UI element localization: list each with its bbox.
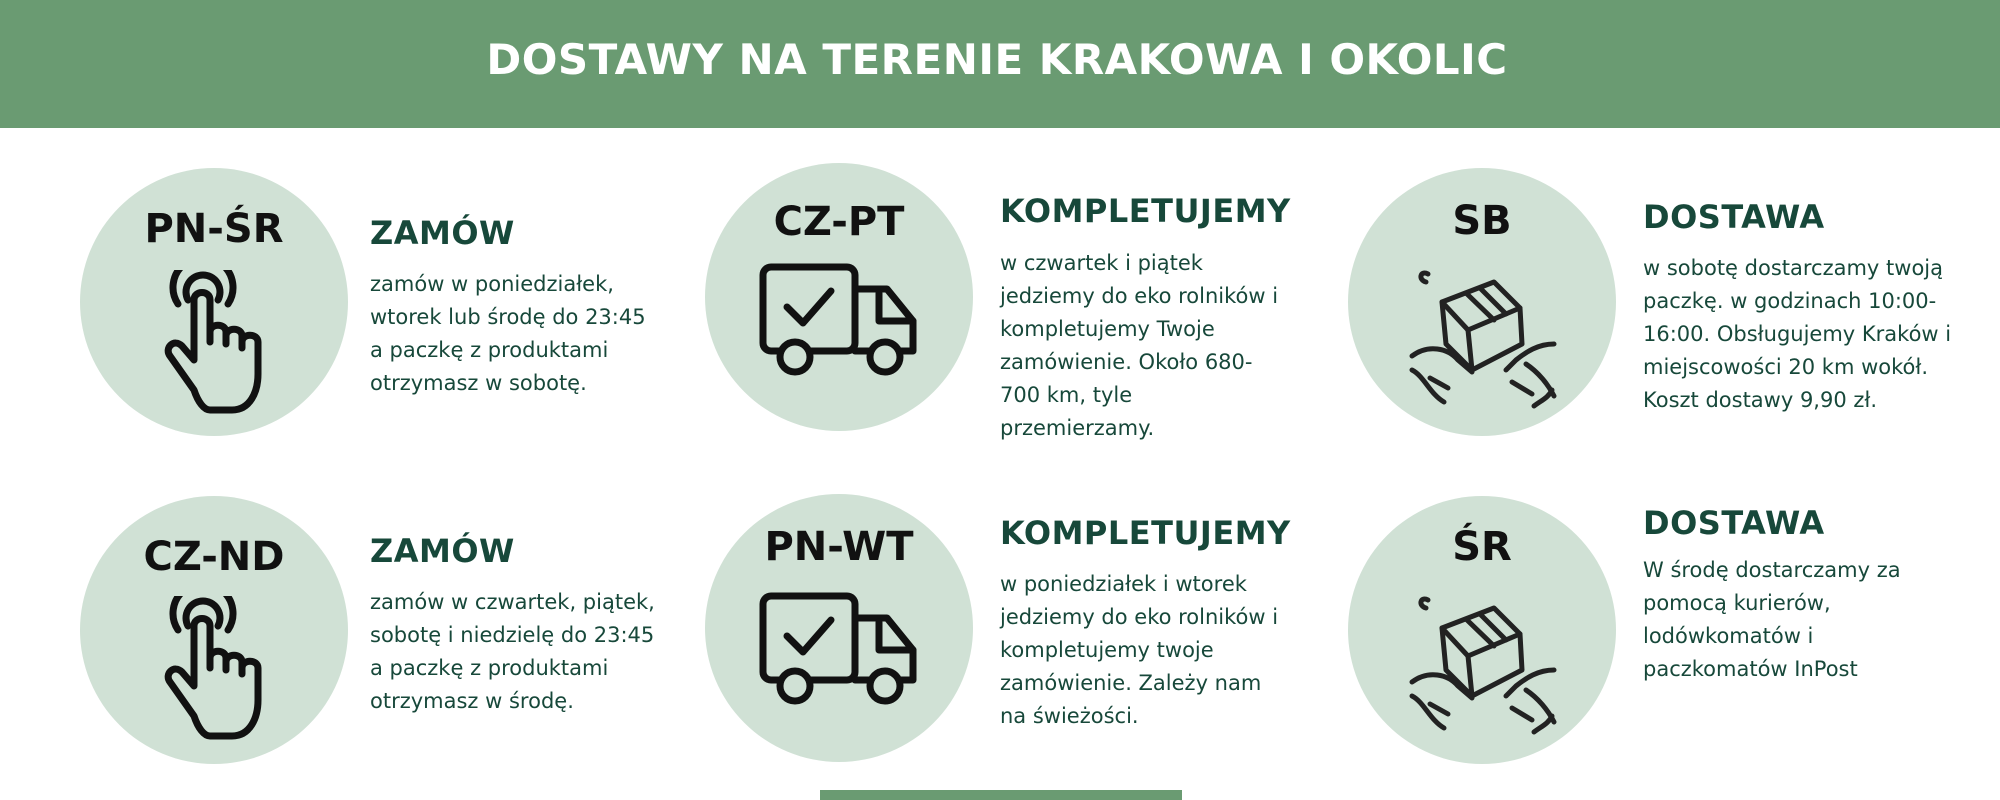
- step-heading: ZAMÓW: [370, 532, 515, 570]
- step-heading: KOMPLETUJEMY: [1000, 514, 1291, 552]
- header-banner: [0, 0, 2000, 128]
- day-label: CZ-ND: [143, 534, 285, 580]
- day-label: PN-ŚR: [144, 206, 284, 252]
- package-hands-icon: [1408, 260, 1558, 410]
- bottom-accent-bar: [820, 790, 1182, 800]
- step-description: w poniedziałek i wtorek jedziemy do eko rolników i kompletujemy twoje zamówienie. Zależy nam na świeżości.: [1000, 572, 1279, 728]
- day-circle-pn-wt: [705, 494, 973, 762]
- day-circle-cz-pt: [705, 163, 973, 431]
- step-heading: KOMPLETUJEMY: [1000, 192, 1291, 230]
- package-hands-icon: [1408, 586, 1558, 736]
- delivery-truck-icon: [759, 592, 919, 707]
- step-description: W środę dostarczamy za pomocą kurierów, lodówkomatów i paczkomatów InPost: [1643, 558, 1901, 681]
- day-circle-sr: [1348, 496, 1616, 764]
- step-description: zamów w poniedziałek, wtorek lub środę do 23:45 a paczkę z produktami otrzymasz w sobotę.: [370, 272, 646, 395]
- step-description: zamów w czwartek, piątek, sobotę i niedzielę do 23:45 a paczkę z produktami otrzymasz w środę.: [370, 590, 655, 713]
- page-title: DOSTAWY NA TERENIE KRAKOWA I OKOLIC: [486, 34, 1508, 84]
- step-description: w czwartek i piątek jedziemy do eko rolników i kompletujemy Twoje zamówienie. Około 680-700 km, tyle przemierzamy.: [1000, 251, 1279, 440]
- day-circle-cz-nd: [80, 496, 348, 764]
- step-heading: ZAMÓW: [370, 214, 515, 252]
- hand-tap-icon: [160, 596, 270, 746]
- step-heading: DOSTAWA: [1643, 504, 1825, 542]
- delivery-truck-icon: [759, 263, 919, 378]
- day-circle-sb: [1348, 168, 1616, 436]
- day-label: SB: [1452, 198, 1512, 244]
- step-description: w sobotę dostarczamy twoją paczkę. w godzinach 10:00-16:00. Obsługujemy Kraków i miejscowości 20 km wokół. Koszt dostawy 9,90 zł.: [1643, 256, 1952, 412]
- day-circle-pn-sr: [80, 168, 348, 436]
- day-label: PN-WT: [764, 524, 914, 570]
- step-heading: DOSTAWA: [1643, 198, 1825, 236]
- day-label: CZ-PT: [773, 199, 905, 245]
- hand-tap-icon: [160, 270, 270, 420]
- day-label: ŚR: [1452, 524, 1512, 570]
